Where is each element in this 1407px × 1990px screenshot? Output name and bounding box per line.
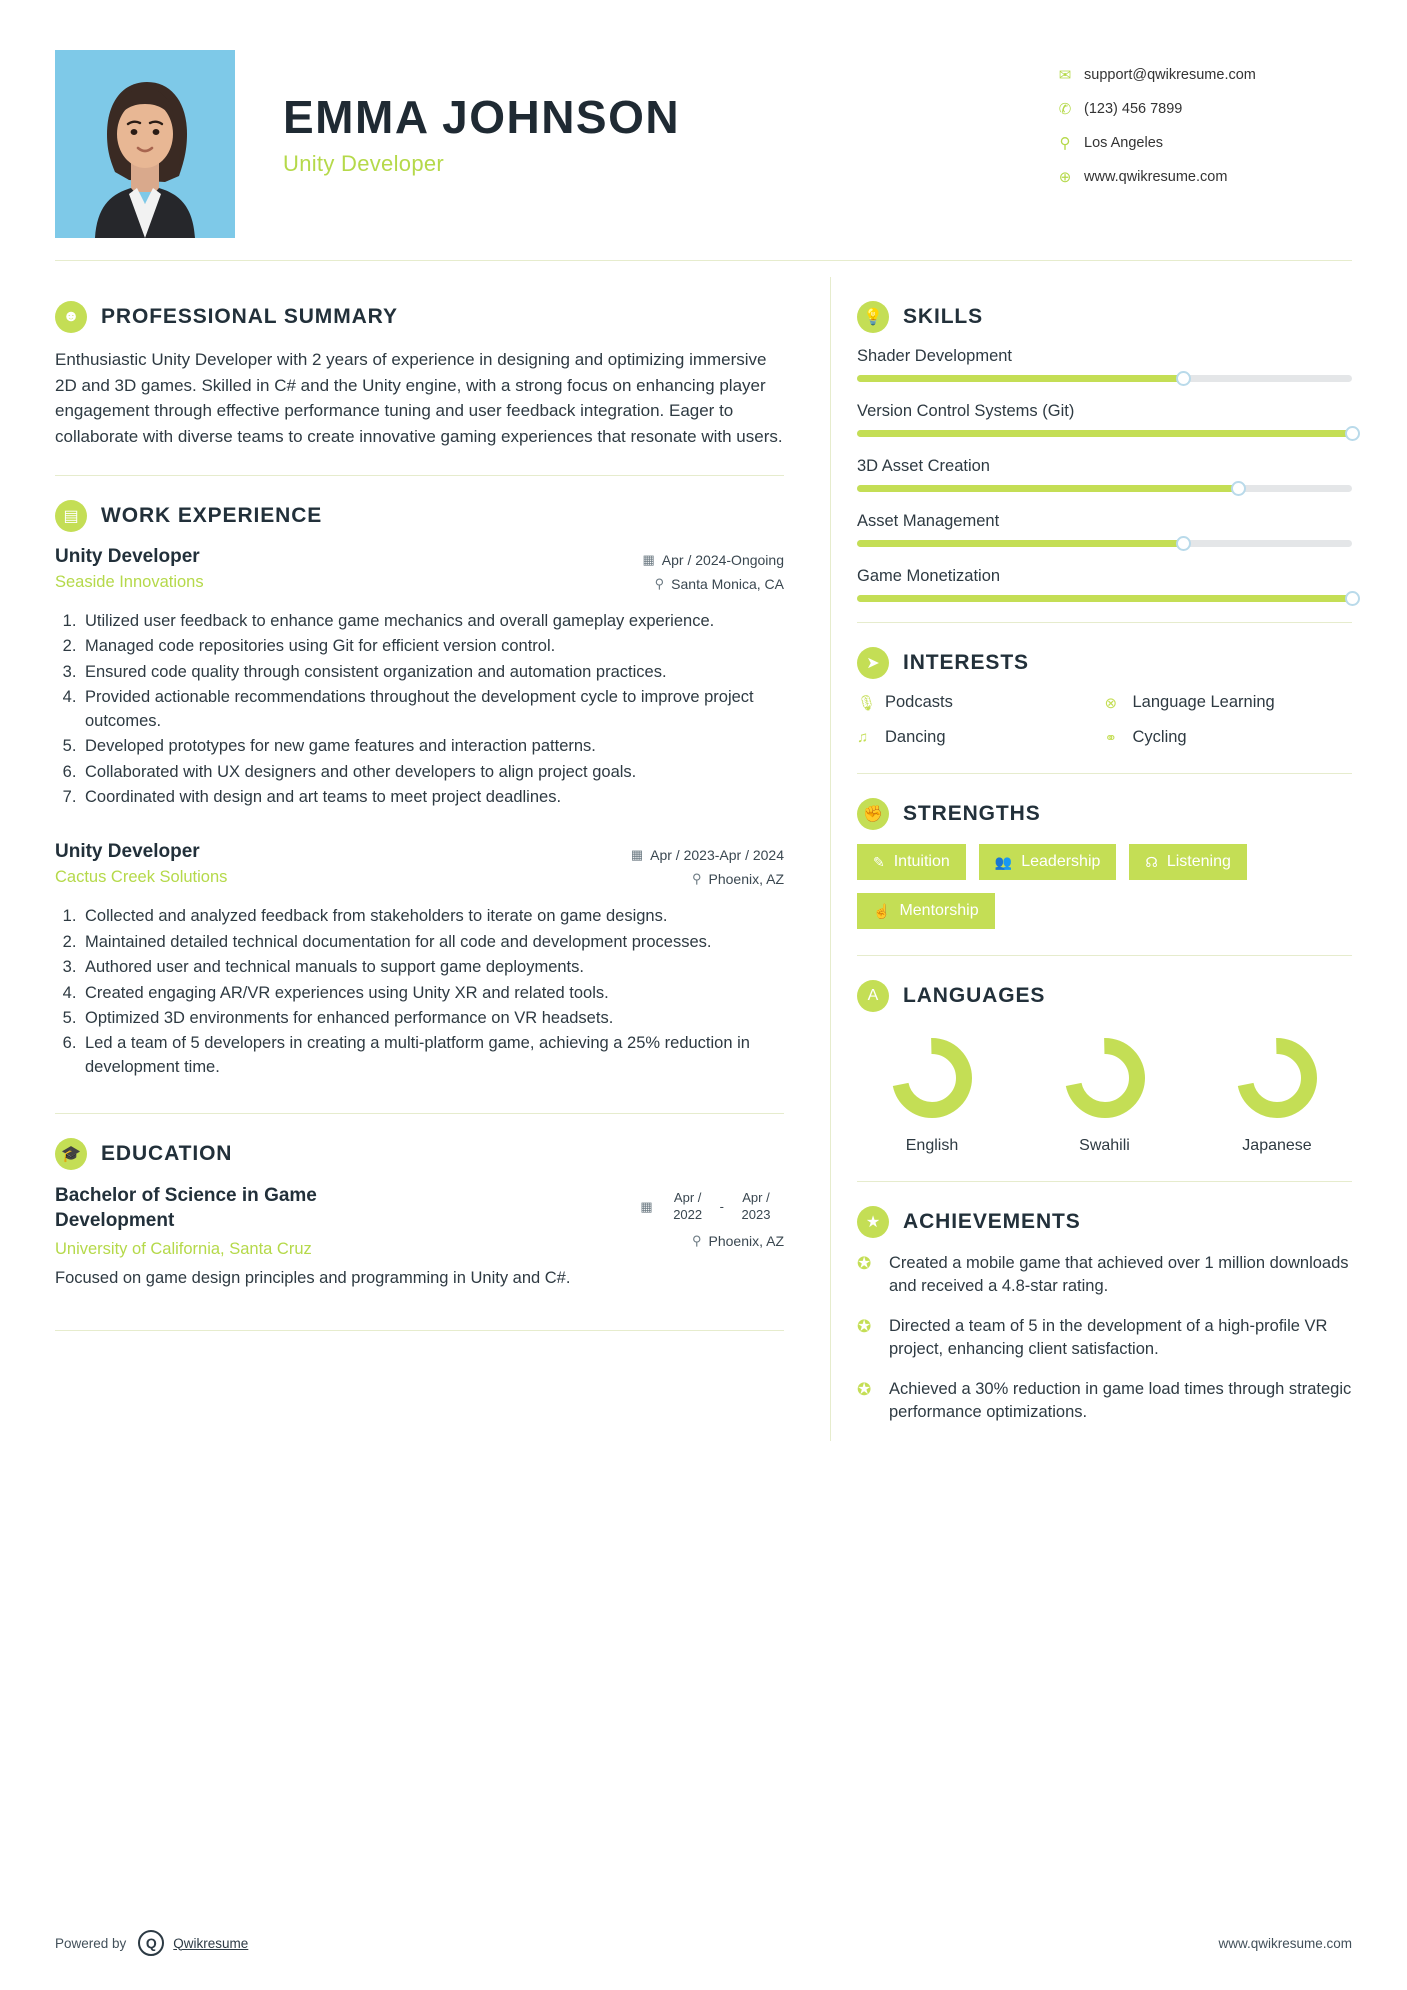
interest-label: Dancing: [885, 728, 946, 746]
section-title: SKILLS: [903, 305, 984, 328]
date-separator: -: [719, 1199, 724, 1215]
people-group-icon: 👥: [994, 853, 1013, 870]
job-role: Unity Developer: [283, 150, 445, 176]
job-bullets: [81, 610, 784, 809]
language-donut-chart: [1235, 1036, 1319, 1120]
list-item: 2. Managed code repositories using Git for efficient version control.: [81, 635, 784, 658]
job-company: Cactus Creek Solutions: [55, 868, 228, 887]
skill-label: Version Control Systems (Git): [857, 402, 1075, 420]
interest-label: Cycling: [1132, 728, 1187, 746]
job-company: Seaside Innovations: [55, 573, 204, 591]
languages-list: [857, 1026, 1352, 1155]
education-divider: [55, 1330, 784, 1331]
strength-chip: [1129, 844, 1246, 880]
job-location: Phoenix, AZ: [708, 871, 784, 888]
list-item: 1. Utilized user feedback to enhance game mechanics and overall gameplay experience.: [81, 610, 784, 633]
contact-email-text: support@qwikresume.com: [1084, 67, 1256, 83]
strength-chip: [979, 844, 1117, 880]
education-location: Phoenix, AZ: [708, 1232, 784, 1249]
qwikresume-logo-icon: [138, 1930, 164, 1956]
job-dates: Apr / 2023-Apr / 2024: [650, 847, 784, 864]
skill-knob[interactable]: [1176, 536, 1191, 551]
education-end-date: Apr / 2023: [741, 1190, 771, 1222]
calendar-icon: ▦: [642, 552, 655, 567]
section-title: INTERESTS: [903, 651, 1029, 674]
name-block: [235, 50, 1052, 177]
phone-icon: ✆: [1058, 101, 1072, 118]
skill-bar[interactable]: [857, 540, 1352, 547]
lightbulb-icon: 💡: [857, 301, 889, 333]
footer-brand: [55, 1930, 248, 1956]
education-degree: Bachelor of Science in Game Development: [55, 1185, 317, 1232]
microphone-icon: 🎙: [857, 694, 877, 712]
section-header-achievements: [857, 1206, 1352, 1238]
job-bullets: [81, 905, 784, 1079]
calendar-icon: ▦: [630, 847, 644, 863]
interest-item: [1105, 693, 1353, 712]
section-title: ACHIEVEMENTS: [903, 1210, 1081, 1233]
list-item: 4. Created engaging AR/VR experiences using Unity XR and related tools.: [81, 982, 784, 1005]
resume-header: [55, 40, 1352, 238]
language-donut-chart: [1063, 1036, 1147, 1120]
skill-label: Asset Management: [857, 512, 1000, 530]
graduation-cap-icon: 🎓: [55, 1138, 87, 1170]
education-item: [55, 1184, 784, 1290]
location-pin-icon: ⚲: [654, 576, 665, 591]
achievement-item: [857, 1378, 1352, 1425]
skills-list: [857, 347, 1352, 602]
award-star-icon: ★: [857, 1206, 889, 1238]
pen-icon: ✎: [873, 853, 885, 870]
location-pin-icon: ⚲: [691, 871, 702, 887]
language-item: [1040, 1036, 1170, 1155]
languages-divider: [857, 1181, 1352, 1182]
logo-mark: Q: [145, 1935, 157, 1951]
section-header-education: [55, 1138, 784, 1170]
job-title: Unity Developer: [55, 546, 200, 567]
skill-knob[interactable]: [1231, 481, 1246, 496]
list-item: 5. Developed prototypes for new game features and interaction patterns.: [81, 735, 784, 758]
avatar-illustration: [55, 50, 235, 238]
bicycle-icon: ⚭: [1104, 729, 1118, 747]
skill-knob[interactable]: [1345, 426, 1360, 441]
language-label: Japanese: [1242, 1137, 1312, 1154]
language-donut-chart: [890, 1036, 974, 1120]
section-title: WORK EXPERIENCE: [101, 504, 323, 527]
summary-text: Enthusiastic Unity Developer with 2 years of experience in designing and optimizing immersive 2D and 3D games. Skilled in C# and the Unity engine, with a strong focus on enhancing player engagement through effective performance tuning and user feedback integration. Eager to collaborate with diverse teams to create innovative gaming experiences that resonate with users.: [55, 350, 783, 446]
strengths-list: [857, 844, 1352, 929]
star-badge-icon: ✪: [857, 1316, 872, 1336]
contact-website[interactable]: [1052, 168, 1352, 186]
powered-by-label: Powered by: [55, 1935, 127, 1951]
experience-divider: [55, 1113, 784, 1114]
achievement-text: Achieved a 30% reduction in game load times through strategic performance optimizations.: [889, 1379, 1352, 1422]
skill-knob[interactable]: [1176, 371, 1191, 386]
language-globe-icon: ⊗: [1104, 694, 1118, 712]
achievement-text: Created a mobile game that achieved over 1 million downloads and received a 4.8-star rating.: [889, 1254, 1349, 1296]
achievements-list: [857, 1252, 1352, 1425]
contact-location-text: Los Angeles: [1084, 135, 1164, 151]
skill-bar[interactable]: [857, 375, 1352, 382]
list-item: 5. Optimized 3D environments for enhanced performance on VR headsets.: [81, 1007, 784, 1030]
section-header-languages: [857, 980, 1352, 1012]
section-title: STRENGTHS: [903, 802, 1041, 825]
skill-bar[interactable]: [857, 595, 1352, 602]
job-title: Unity Developer: [55, 841, 200, 863]
language-card-icon: A: [857, 980, 889, 1012]
brand-link[interactable]: Qwikresume: [173, 1935, 249, 1951]
language-item: [1212, 1036, 1342, 1155]
interest-item: [857, 728, 1105, 747]
page-footer: [55, 1930, 1352, 1956]
contact-phone-text: (123) 456 7899: [1084, 101, 1183, 117]
experience-item: [55, 546, 784, 809]
achievement-item: [857, 1252, 1352, 1299]
skill-label: Game Monetization: [857, 567, 1001, 585]
strength-label: Intuition: [893, 853, 950, 870]
right-column: [830, 277, 1352, 1441]
contact-email[interactable]: [1052, 66, 1352, 84]
list-item: 3. Ensured code quality through consistent organization and automation practices.: [81, 661, 784, 684]
user-circle-icon: ☻: [55, 301, 87, 333]
language-label: Swahili: [1079, 1137, 1130, 1154]
section-title: LANGUAGES: [903, 984, 1046, 1007]
skill-bar[interactable]: [857, 430, 1352, 437]
interest-item: [1105, 728, 1353, 747]
summary-divider: [55, 475, 784, 476]
strength-label: Listening: [1166, 853, 1231, 870]
spacer: [55, 815, 784, 841]
section-header-summary: [55, 301, 784, 333]
avatar: [55, 50, 235, 238]
globe-icon: ⊕: [1058, 169, 1072, 186]
envelope-icon: ✉: [1058, 67, 1072, 84]
language-item: [867, 1036, 997, 1155]
page-title: EMMA JOHNSON: [283, 91, 681, 143]
contact-website-text: www.qwikresume.com: [1084, 169, 1228, 185]
achievement-text: Directed a team of 5 in the development of a high-profile VR project, enhancing client satisfaction.: [889, 1316, 1328, 1359]
education-description: Focused on game design principles and programming in Unity and C#.: [55, 1268, 571, 1287]
skill-knob[interactable]: [1345, 591, 1360, 606]
section-title: PROFESSIONAL SUMMARY: [101, 305, 398, 328]
list-item: 2. Maintained detailed technical documentation for all code and development processes.: [81, 931, 784, 954]
location-pin-icon: ⚲: [1059, 135, 1071, 152]
skill-label: Shader Development: [857, 347, 1013, 365]
interest-item: [857, 693, 1105, 712]
user-plus-icon: ☝: [873, 902, 891, 919]
interest-label: Podcasts: [885, 693, 953, 711]
strength-chip: [857, 844, 966, 880]
list-item: 3. Authored user and technical manuals to support game deployments.: [81, 956, 784, 979]
location-pin-icon: ⚲: [691, 1232, 702, 1248]
strength-label: Leadership: [1021, 853, 1101, 870]
music-note-icon: ♫: [857, 729, 869, 746]
resume-body: [55, 261, 1352, 1441]
interests-list: [857, 693, 1352, 763]
job-dates: Apr / 2024-Ongoing: [661, 552, 784, 568]
list-item: 6. Led a team of 5 developers in creating a multi-platform game, achieving a 25% reduction in development time.: [81, 1032, 784, 1079]
section-header-interests: [857, 647, 1352, 679]
education-start-date: Apr / 2022: [673, 1190, 703, 1222]
headphones-icon: ☊: [1145, 853, 1158, 870]
list-item: 7. Coordinated with design and art teams to meet project deadlines.: [81, 786, 784, 809]
contact-location: [1052, 134, 1352, 152]
skill-label: 3D Asset Creation: [857, 457, 990, 475]
strength-chip: [857, 893, 995, 929]
interests-divider: [857, 773, 1352, 774]
list-item: 4. Provided actionable recommendations throughout the development cycle to improve project outcomes.: [81, 686, 784, 733]
list-item: 6. Collaborated with UX designers and other developers to align project goals.: [81, 761, 784, 784]
section-title: EDUCATION: [101, 1142, 233, 1166]
list-item: 1. Collected and analyzed feedback from stakeholders to iterate on game designs.: [81, 905, 784, 928]
job-location: Santa Monica, CA: [671, 576, 784, 592]
star-badge-icon: ✪: [857, 1379, 872, 1399]
left-column: [55, 277, 830, 1441]
job-meta: [584, 546, 784, 600]
fist-icon: ✊: [857, 798, 889, 830]
section-header-strengths: [857, 798, 1352, 830]
education-meta: [584, 1184, 784, 1257]
section-header-experience: [55, 500, 784, 532]
strengths-divider: [857, 955, 1352, 956]
footer-website[interactable]: www.qwikresume.com: [1218, 1935, 1352, 1951]
contact-phone[interactable]: [1052, 100, 1352, 118]
skills-divider: [857, 622, 1352, 623]
star-badge-icon: ✪: [857, 1254, 872, 1273]
section-header-skills: [857, 301, 1352, 333]
briefcase-icon: ▤: [55, 500, 87, 532]
job-meta: [584, 841, 784, 895]
achievement-item: [857, 1315, 1352, 1362]
contact-list: [1052, 50, 1352, 202]
interest-label: Language Learning: [1132, 693, 1275, 711]
strength-label: Mentorship: [899, 902, 979, 919]
language-label: English: [905, 1137, 959, 1154]
skill-bar[interactable]: [857, 485, 1352, 492]
paper-plane-icon: ➤: [857, 647, 889, 679]
experience-item: [55, 841, 784, 1079]
education-school: University of California, Santa Cruz: [55, 1239, 312, 1258]
calendar-icon: ▦: [640, 1198, 653, 1214]
